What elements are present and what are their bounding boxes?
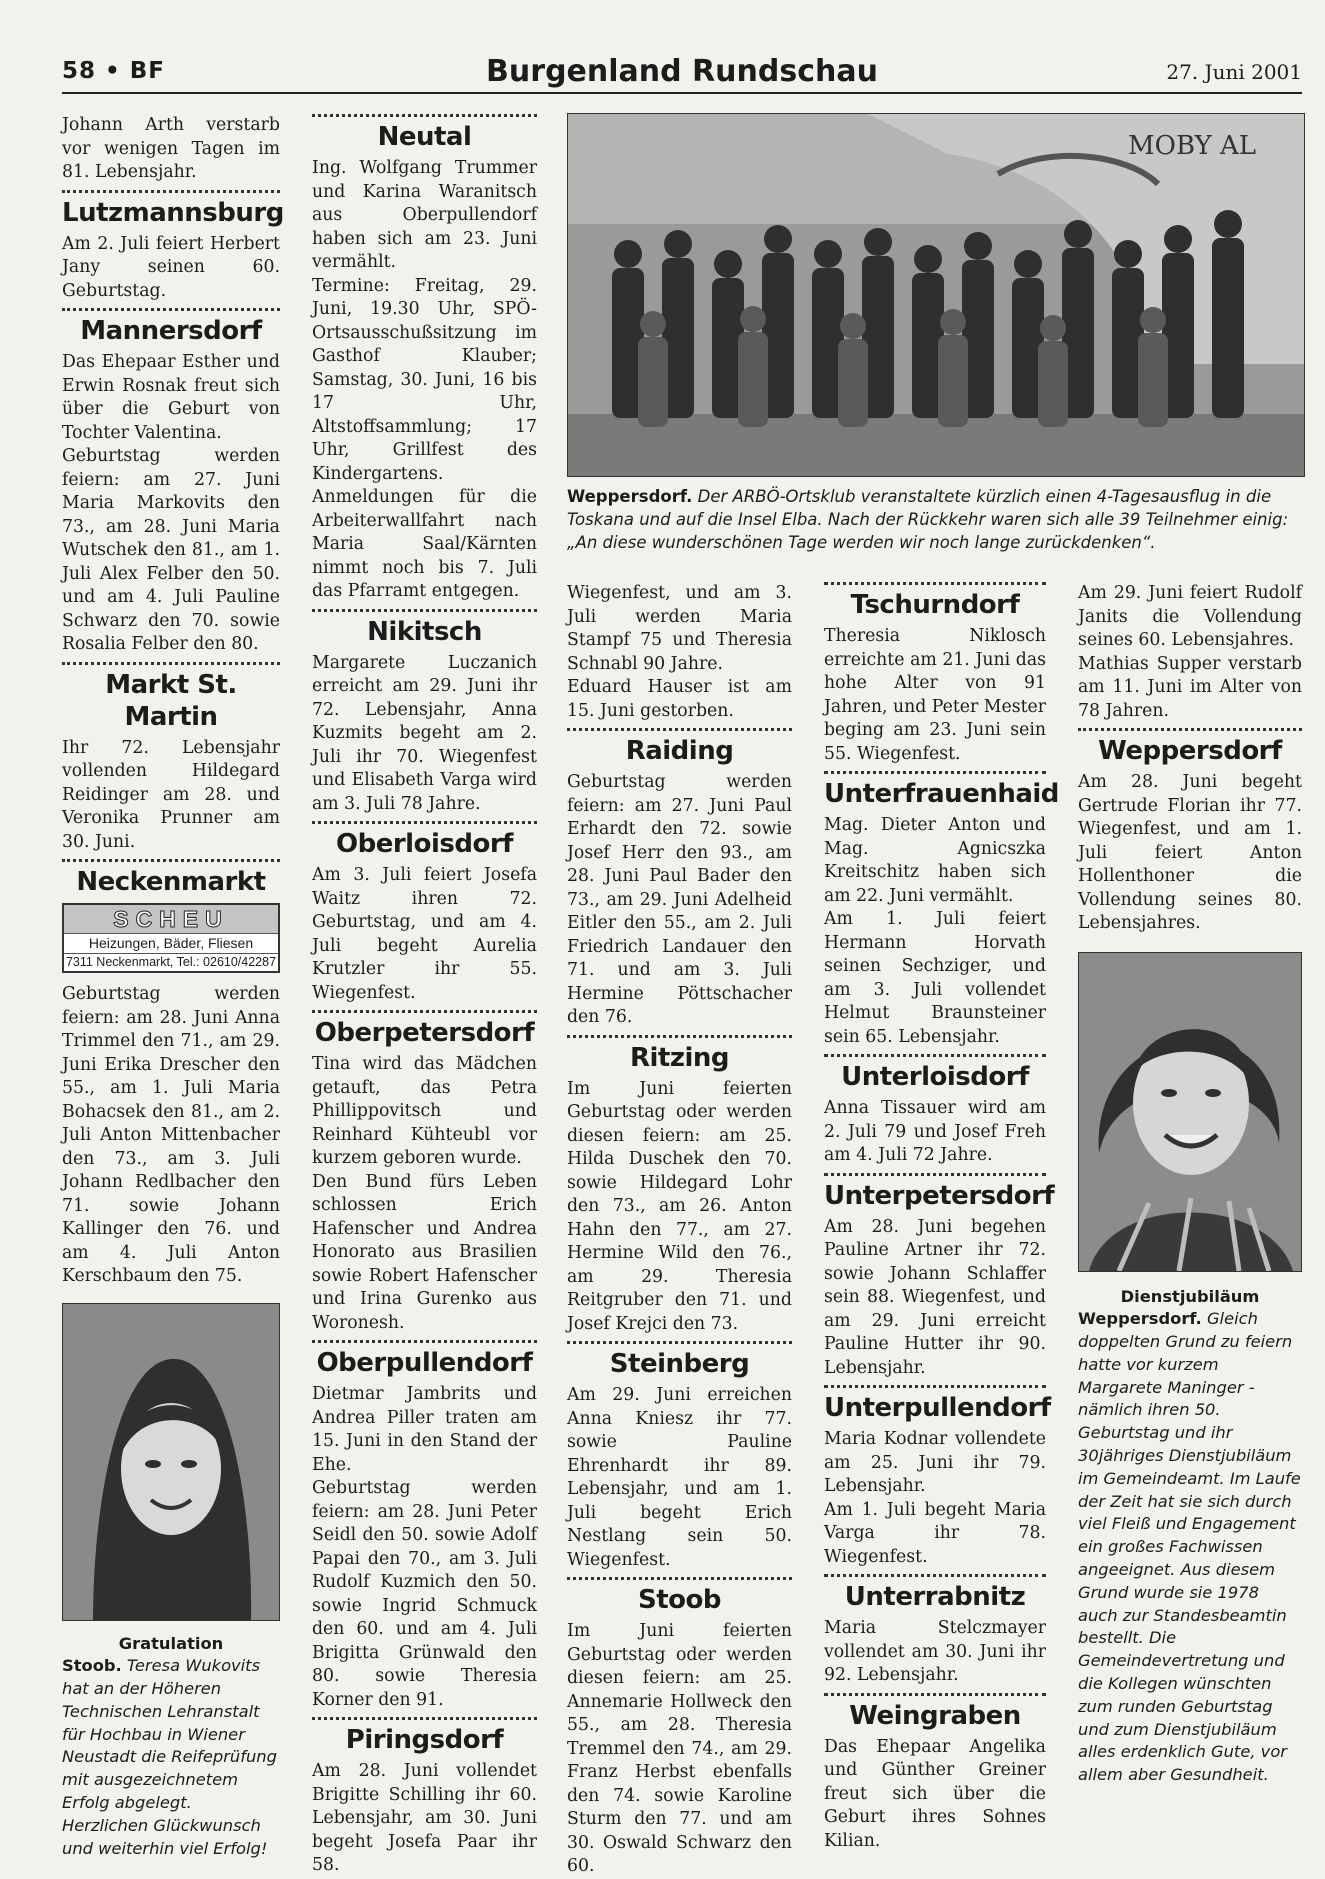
divider <box>824 1385 1046 1388</box>
section-heading: Ritzing <box>629 1042 730 1073</box>
column-4 <box>824 580 1059 1853</box>
divider <box>312 821 537 824</box>
caption-text: Gleich doppelten Grund zu feiern hatte vor kurzem Margarete Maninger - nämlich ihren 50. Geburtstag und ihr 30jähriges Dienstjubiläum im Gemeindeamt. Im Laufe der Zeit hat sie sich durch viel Fleiß und Engagement ein großes Fachwissen angeeignet. Aus diesem Grund wurde sie 1978 auch zur Standesbeamtin bestellt. Die Gemeindevertretung und die Kollegen wünschten zum runden Geburtstag und zum Dienstjubiläum alles erdenklich Gute, vor allem aber Gesundheit. <box>1078 1309 1301 1785</box>
article-text: Anmeldungen für die Arbeiterwallfahrt nach Maria Saal/Kärnten nimmt noch bis 7. Juli das Pfarramt entgegen. <box>312 487 537 601</box>
divider <box>824 1574 1046 1577</box>
article-text: Geburtstag werden feiern: am 28. Juni Anna Trimmel den 71., am 29. Juni Erika Drescher den 55., am 1. Juli Maria Bohacsek den 81., am 2. Juli Anton Mittenbacher den 73., am 3. Juli Johann Redlbacher den 71. sowie Johann Kallinger den 76. und am 4. Juli Anton Kerschbaum den 75. <box>62 984 280 1286</box>
article-text: Johann Arth verstarb vor wenigen Tagen im 81. Lebensjahr. <box>62 115 280 182</box>
section-heading: Raiding <box>625 736 734 766</box>
divider <box>312 114 537 117</box>
divider <box>312 1010 537 1013</box>
column-3 <box>567 582 792 1879</box>
ship-lettering: MOBY AL <box>1128 131 1257 161</box>
column-2 <box>312 112 537 1878</box>
divider <box>824 1173 1046 1176</box>
section-heading: Oberpetersdorf <box>314 1018 535 1048</box>
page-header <box>62 52 1302 94</box>
article-text: Am 28. Juni begeht Gertrude Florian ihr 77. Wiegenfest, und am 1. Juli feiert Anton Hollenthoner die Vollendung seines 80. Lebensjahres. <box>1078 772 1302 933</box>
divider <box>567 1035 792 1038</box>
section-heading: Unterpullendorf <box>824 1393 1051 1423</box>
section-heading: Unterfrauenhaid <box>824 779 1059 809</box>
photo-caption <box>1078 1286 1302 1788</box>
newspaper-title: Burgenland Rundschau <box>486 54 878 89</box>
portrait-illustration <box>1079 953 1301 1271</box>
divider <box>824 771 1046 774</box>
section-heading: Unterloisdorf <box>841 1062 1029 1092</box>
ad-logo: SCHEU <box>64 905 278 934</box>
divider <box>62 859 280 862</box>
section-heading: Unterrabnitz <box>844 1582 1026 1612</box>
article-text: Tina wird das Mädchen getauft, das Petra Phillippovitsch und Reinhard Kühteubl vor kurzem geboren wurde. <box>312 1054 537 1168</box>
section-heading: Unterpetersdorf <box>824 1180 1055 1211</box>
section-heading: Weingraben <box>849 1700 1021 1731</box>
section-heading: Oberpullendorf <box>316 1348 533 1378</box>
section-heading: Nikitsch <box>367 616 482 647</box>
article-text: Im Juni feierten Geburtstag oder werden diesen feiern: am 25. Hilda Duschek den 70. sowie Hildegard Lohr den 73., am 26. Anton Hahn den 77., am 27. Hermine Wild den 76., am 29. Theresia Reitgruber den 71. und Josef Krejci den 73. <box>567 1078 792 1334</box>
caption-heading: Dienstjubiläum <box>1120 1286 1260 1306</box>
divider <box>824 1693 1046 1696</box>
portrait-illustration <box>63 1304 279 1620</box>
group-photo-illustration <box>568 114 1304 476</box>
section-heading: Tschurndorf <box>850 590 1020 620</box>
column-5 <box>1078 582 1302 1787</box>
article-text: Geburtstag werden feiern: am 28. Juni Peter Seidl den 50. sowie Adolf Papai den 70., am 3. Juli Rudolf Kuzmich den 50. sowie Ingrid Schmuck den 60. und am 4. Juli Brigitta Grünwald den 80. sowie Theresia Korner den 91. <box>312 1478 537 1710</box>
article-text: Mathias Supper verstarb am 11. Juni im Alter von 78 Jahren. <box>1078 653 1302 721</box>
divider <box>312 1717 537 1720</box>
photo-caption <box>62 1633 280 1861</box>
article-text: Maria Stelczmayer vollendet am 30. Juni ihr 92. Lebensjahr. <box>824 1618 1046 1685</box>
article-text: Am 1. Juli begeht Maria Varga ihr 78. Wiegenfest. <box>824 1499 1046 1567</box>
divider <box>62 308 280 311</box>
article-text: Am 1. Juli feiert Hermann Horvath seinen Sechziger, und am 3. Juli vollendet Helmut Braunsteiner sein 65. Lebensjahr. <box>824 909 1046 1047</box>
article-text: Im Juni feierten Geburtstag oder werden diesen feiern: am 25. Annemarie Hollweck den 55., am 28. Theresia Tremmel den 74., am 29. Franz Herbst ebenfalls den 74. sowie Karoline Sturm den 77. und am 30. Oswald Schwarz den 60. <box>567 1621 792 1876</box>
article-text: Den Bund fürs Leben schlossen Erich Hafenscher und Andrea Honorato aus Brasilien sowie Robert Hafenscher und Irina Gurenko aus Woronesh. <box>312 1171 537 1333</box>
divider <box>824 582 1046 585</box>
divider <box>567 1341 792 1344</box>
group-photo-caption <box>567 486 1303 554</box>
divider <box>824 1054 1046 1057</box>
caption-text: Teresa Wukovits hat an der Höheren Technischen Lehranstalt für Hochbau in Wiener Neustadt die Reifeprüfung mit ausgezeichnetem Erfolg abgelegt. Herzlichen Glückwunsch und weiterhin viel Erfolg! <box>62 1656 277 1858</box>
article-text: Termine: Freitag, 29. Juni, 19.30 Uhr, SPÖ-Ortsausschußsitzung im Gasthof Klauber; Samstag, 30. Juni, 16 bis 17 Uhr, Altstoffsammlung; 17 Uhr, Grillfest des Kindergartens. <box>312 275 537 484</box>
divider <box>312 1340 537 1343</box>
column-1 <box>62 114 284 1860</box>
section-heading: Mannersdorf <box>80 316 262 346</box>
article-text: Das Ehepaar Esther und Erwin Rosnak freut sich über die Geburt von Tochter Valentina. <box>62 352 280 443</box>
article-text: Anna Tissauer wird am 2. Juli 79 und Josef Freh am 4. Juli 72 Jahre. <box>824 1098 1046 1165</box>
article-text: Mag. Dieter Anton und Mag. Agnicszka Kreitschitz haben sich am 22. Juni vermählt. <box>824 815 1046 906</box>
section-heading: Neckenmarkt <box>76 867 266 897</box>
divider <box>1078 728 1302 731</box>
article-text: Am 3. Juli feiert Josefa Waitz ihren 72. Geburtstag, und am 4. Juli begeht Aurelia Krutzler ihr 55. Wiegenfest. <box>312 865 537 1003</box>
section-heading: Weppersdorf <box>1098 736 1282 766</box>
group-photo-ferry <box>567 113 1305 477</box>
caption-place: Weppersdorf. <box>1078 1309 1202 1329</box>
article-text: Geburtstag werden feiern: am 27. Juni Maria Markovits den 73., am 28. Juni Maria Wutschek den 81., am 1. Juli Alex Felber den 50. und am 4. Juli Pauline Schwarz den 70. sowie Rosalia Felber den 80. <box>62 446 280 654</box>
caption-place: Stoob. <box>62 1656 122 1676</box>
divider <box>312 609 537 612</box>
caption-heading: Gratulation <box>118 1633 224 1653</box>
article-text: Wiegenfest, und am 3. Juli werden Maria Stampf 75 und Theresia Schnabl 90 Jahre. <box>567 583 792 674</box>
portrait-photo-teresa <box>62 1303 280 1621</box>
article-text: Am 29. Juni feiert Rudolf Janits die Vollendung seines 60. Lebensjahres. <box>1078 583 1302 650</box>
page-number: 58 • BF <box>62 58 165 84</box>
section-heading: Steinberg <box>609 1349 750 1379</box>
section-heading: Piringsdorf <box>345 1725 504 1755</box>
caption-text: Der ARBÖ-Ortsklub veranstaltete kürzlich einen 4-Tagesausflug in die Toskana und auf die Insel Elba. Nach der Rückkehr waren sich alle 39 Teilnehmer einig: „An diese wunderschönen Tage werden wir noch lange zurückdenken“. <box>567 487 1289 552</box>
article-text: Dietmar Jambrits und Andrea Piller traten am 15. Juni in den Stand der Ehe. <box>312 1384 537 1475</box>
article-text: Am 2. Juli feiert Herbert Jany seinen 60. Geburtstag. <box>62 233 280 301</box>
article-text: Am 28. Juni vollendet Brigitte Schilling ihr 60. Lebensjahr, am 30. Juni begeht Josefa Paar ihr 58. <box>312 1761 537 1875</box>
divider <box>567 1577 792 1580</box>
article-text: Maria Kodnar vollendete am 25. Juni ihr 79. Lebensjahr. <box>824 1429 1046 1496</box>
article-text: Theresia Niklosch erreichte am 21. Juni das hohe Alter von 91 Jahren, und Peter Mester beging am 23. Juni sein 55. Wiegenfest. <box>824 626 1047 764</box>
advertisement-scheu <box>62 903 280 973</box>
section-heading: Lutzmannsburg <box>62 197 284 228</box>
article-text: Ihr 72. Lebensjahr vollenden Hildegard Reidinger am 28. und Veronika Prunner am 30. Juni. <box>62 737 280 852</box>
section-heading: Stoob <box>638 1585 721 1615</box>
article-text: Am 28. Juni begehen Pauline Artner ihr 72. sowie Johann Schlaffer sein 88. Wiegenfest, und am 29. Juni erreicht Pauline Hutter ihr 90. Lebensjahr. <box>824 1216 1046 1378</box>
portrait-photo-margarete <box>1078 952 1302 1272</box>
issue-date: 27. Juni 2001 <box>1166 60 1302 84</box>
divider <box>62 190 280 193</box>
article-text: Am 29. Juni erreichen Anna Kniesz ihr 77. sowie Pauline Ehrenhardt ihr 89. Lebensjahr, und am 1. Juli begeht Erich Nestlang sein 50. Wiegenfest. <box>567 1385 792 1570</box>
ad-services: Heizungen, Bäder, Fliesen <box>88 935 254 951</box>
caption-place: Weppersdorf. <box>567 487 693 506</box>
article-text: Das Ehepaar Angelika und Günther Greiner freut sich über die Geburt ihres Sohnes Kilian. <box>824 1736 1046 1851</box>
section-heading: Oberloisdorf <box>336 829 513 859</box>
divider <box>62 662 280 665</box>
ad-address: 7311 Neckenmarkt, Tel.: 02610/42287 <box>65 955 277 969</box>
section-heading: Markt St. Martin <box>105 669 237 732</box>
divider <box>567 728 792 731</box>
section-heading: Neutal <box>377 122 472 152</box>
article-text: Margarete Luczanich erreicht am 29. Juni ihr 72. Lebensjahr, Anna Kuzmits begeht am 2. Juli ihr 70. Wiegenfest und Elisabeth Varga wird am 3. Juli 78 Jahre. <box>312 652 537 814</box>
article-text: Geburtstag werden feiern: am 27. Juni Paul Erhardt den 72. sowie Josef Herr den 93., am 28. Juni Paul Bader den 73., am 29. Juni Adelheid Eitler den 55., am 2. Juli Friedrich Landauer den 71. und am 3. Juli Hermine Pöttschacher den 76. <box>567 772 792 1027</box>
article-text: Eduard Hauser ist am 15. Juni gestorben. <box>567 677 792 721</box>
article-text: Ing. Wolfgang Trummer und Karina Waranitsch aus Oberpullendorf haben sich am 23. Juni vermählt. <box>312 158 537 272</box>
